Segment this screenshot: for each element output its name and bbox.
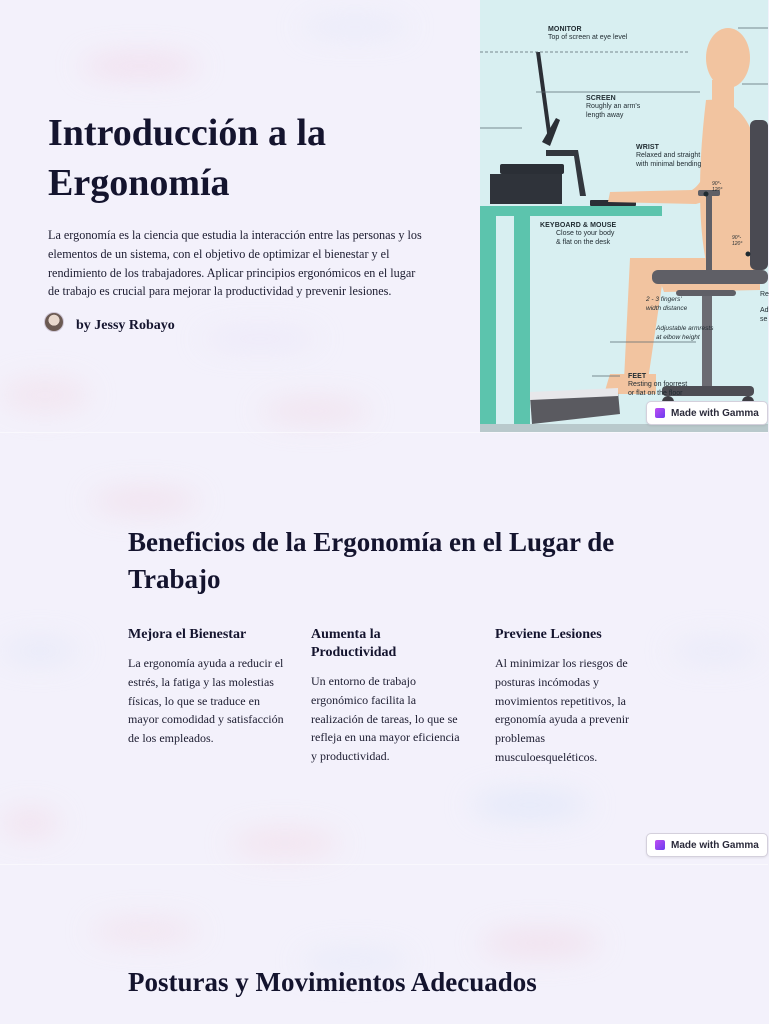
- made-with-gamma-badge[interactable]: [646, 401, 768, 425]
- benefit-heading: Aumenta la Productividad: [311, 627, 397, 660]
- intro-paragraph: La ergonomía es la ciencia que estudia la interacción entre las personas y los elementos de un sistema, con el objetivo de optimizar el bienestar y el rendimiento de los trabajadores. Aplicar principios ergonómicos en el lugar de trabajo es crucial para mejorar la productividad y prevenir lesiones.: [48, 228, 422, 299]
- knee-angle-label: 90°- 120°: [732, 235, 743, 247]
- benefit-body: Un entorno de trabajo ergonómico facilita la realización de tareas, lo que se refleja en una mayor eficiencia y productividad.: [311, 674, 460, 764]
- feet-label: FEET Resting on foorrest or flat on the floor: [628, 373, 688, 397]
- author-byline: [44, 310, 175, 334]
- elbow-angle-label: 90°- 120°: [712, 181, 723, 193]
- cropped-label: Ad se: [760, 307, 769, 323]
- avatar: [44, 312, 64, 332]
- section-title: Beneficios de la Ergonomía en el Lugar de Trabajo: [128, 527, 615, 594]
- badge-label: Made with Gamma: [671, 407, 759, 419]
- wrist-label: WRIST Relaxed and straight with minimal bending: [636, 144, 702, 168]
- benefit-card: [495, 626, 635, 767]
- ergonomics-illustration: [480, 0, 768, 432]
- section-title: Posturas y Movimientos Adecuados: [128, 967, 537, 997]
- postures-slide: [0, 864, 768, 1024]
- screen-label: SCREEN Roughly an arm's length away: [586, 95, 641, 119]
- benefit-heading: Mejora el Bienestar: [128, 627, 247, 642]
- armrests-label: Adjustable armrests at elbow height: [656, 325, 714, 341]
- cropped-label: Re: [760, 291, 769, 298]
- benefit-card: [128, 626, 288, 748]
- benefits-slide: [0, 432, 768, 864]
- gamma-logo-icon: [655, 840, 665, 850]
- page-title: Introducción a la Ergonomía: [48, 112, 327, 204]
- gamma-logo-icon: [655, 408, 665, 418]
- fingers-distance-label: 2 - 3 fingers' width distance: [646, 296, 688, 312]
- benefit-body: La ergonomía ayuda a reducir el estrés, la fatiga y las molestias físicas, lo que se traduce en mayor comodidad y satisfacción de los empleados.: [128, 656, 284, 746]
- keyboard-mouse-label: KEYBOARD & MOUSE Close to your body & flat on the desk: [540, 222, 617, 246]
- intro-slide: [0, 0, 768, 432]
- author-name: by Jessy Robayo: [76, 318, 175, 333]
- monitor-label: MONITOR Top of screen at eye level: [548, 26, 628, 41]
- benefit-heading: Previene Lesiones: [495, 627, 602, 642]
- benefit-card: [311, 626, 461, 766]
- ergonomic-workstation-drawing: [480, 0, 768, 432]
- benefit-body: Al minimizar los riesgos de posturas incómodas y movimientos repetitivos, la ergonomía ayuda a prevenir problemas musculoesqueléticos.: [495, 656, 630, 764]
- made-with-gamma-badge[interactable]: [646, 833, 768, 857]
- badge-label: Made with Gamma: [671, 839, 759, 851]
